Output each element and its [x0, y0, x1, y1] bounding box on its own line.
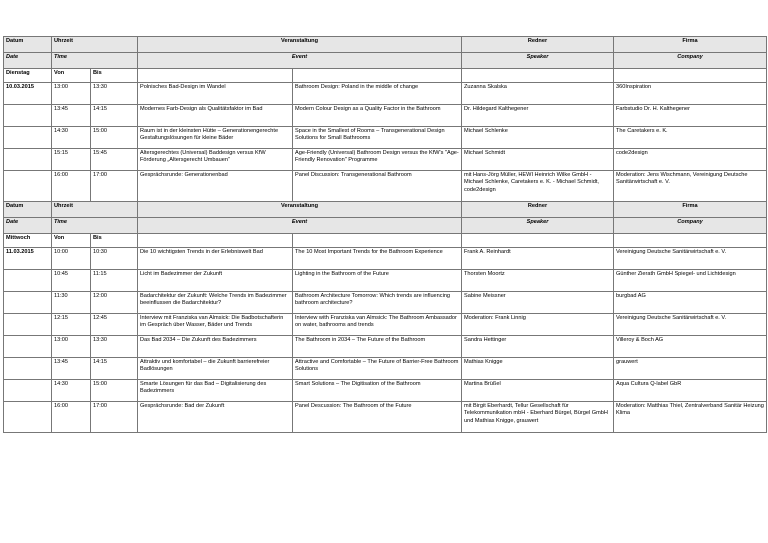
event-row [4, 105, 767, 127]
day-row [4, 69, 767, 83]
event-end-time: 11:15 [91, 270, 138, 292]
empty-cell [462, 234, 614, 248]
event-end-time: 15:00 [91, 127, 138, 149]
header-row-en [4, 218, 767, 234]
event-company: burgbad AG [614, 292, 767, 314]
event-title-de: Das Bad 2034 – Die Zukunft des Badezimmers [138, 336, 293, 358]
event-end-time: 14:15 [91, 105, 138, 127]
header-row-de [4, 202, 767, 218]
from-label: Von [52, 69, 91, 83]
event-speaker: Thorsten Moortz [462, 270, 614, 292]
empty-cell [293, 69, 462, 83]
event-end-time: 17:00 [91, 402, 138, 433]
event-company: Villeroy & Boch AG [614, 336, 767, 358]
event-date-empty [4, 270, 52, 292]
event-start-time: 10:00 [52, 248, 91, 270]
event-date-empty [4, 380, 52, 402]
header-date-en: Date [4, 53, 52, 69]
header-speaker-de: Redner [462, 37, 614, 53]
header-company-de: Firma [614, 202, 767, 218]
event-date-empty [4, 402, 52, 433]
event-start-time: 14:30 [52, 380, 91, 402]
day-row [4, 234, 767, 248]
header-company-en: Company [614, 53, 767, 69]
event-row [4, 336, 767, 358]
event-title-en: Space in the Smallest of Rooms – Transgenerational Design Solutions for Small Bathrooms [293, 127, 462, 149]
event-speaker: Mathias Knigge [462, 358, 614, 380]
event-date-empty [4, 314, 52, 336]
header-event-en: Event [138, 218, 462, 234]
event-company: Moderation: Matthias Thiel, Zentralverband Sanitär Heizung Klima [614, 402, 767, 433]
event-row [4, 248, 767, 270]
event-date-empty [4, 171, 52, 202]
event-company: Farbstudio Dr. H. Kalthegener [614, 105, 767, 127]
event-speaker: Frank A. Reinhardt [462, 248, 614, 270]
header-company-de: Firma [614, 37, 767, 53]
empty-cell [614, 234, 767, 248]
empty-cell [138, 234, 293, 248]
header-date-en: Date [4, 218, 52, 234]
schedule-table [3, 36, 767, 433]
event-company: Aqua Cultura Q-label GbR [614, 380, 767, 402]
event-date: 10.03.2015 [4, 83, 52, 105]
event-speaker: Moderation: Frank Linnig [462, 314, 614, 336]
event-speaker: Sabine Meissner [462, 292, 614, 314]
event-speaker: Sandra Hettinger [462, 336, 614, 358]
header-speaker-en: Speaker [462, 218, 614, 234]
event-start-time: 13:00 [52, 83, 91, 105]
event-company: The Caretakers e. K. [614, 127, 767, 149]
event-date-empty [4, 105, 52, 127]
header-date-de: Datum [4, 202, 52, 218]
header-row-en [4, 53, 767, 69]
event-row [4, 127, 767, 149]
event-speaker: mit Hans-Jörg Müller, HEWI Heinrich Wilke GmbH - Michael Schlenke, Caretakers e. K. - Michael Schmidt, code2design [462, 171, 614, 202]
event-end-time: 13:30 [91, 83, 138, 105]
header-company-en: Company [614, 218, 767, 234]
event-end-time: 12:00 [91, 292, 138, 314]
schedule-body [4, 37, 767, 433]
weekday-label: Dienstag [4, 69, 52, 83]
event-title-de: Altersgerechtes (Universal) Baddesign versus KfW Förderung „Altersgerecht Umbauen“ [138, 149, 293, 171]
event-title-en: Bathroom Design: Poland in the middle of change [293, 83, 462, 105]
event-company: grauwert [614, 358, 767, 380]
event-date: 11.03.2015 [4, 248, 52, 270]
event-end-time: 12:45 [91, 314, 138, 336]
event-start-time: 13:45 [52, 105, 91, 127]
event-title-de: Modernes Farb-Design als Qualitätsfaktor im Bad [138, 105, 293, 127]
event-row [4, 314, 767, 336]
event-company: code2design [614, 149, 767, 171]
header-speaker-en: Speaker [462, 53, 614, 69]
header-row-de [4, 37, 767, 53]
event-end-time: 14:15 [91, 358, 138, 380]
event-date-empty [4, 292, 52, 314]
event-speaker: Michael Schmidt [462, 149, 614, 171]
event-end-time: 15:45 [91, 149, 138, 171]
event-date-empty [4, 336, 52, 358]
event-row [4, 83, 767, 105]
event-title-de: Interview mit Franziska van Almsick: Die Badbotschafterin im Gespräch über Wasser, Bäder und Trends [138, 314, 293, 336]
event-end-time: 17:00 [91, 171, 138, 202]
weekday-label: Mittwoch [4, 234, 52, 248]
event-title-de: Attraktiv und komfortabel – die Zukunft barrierefreier Badlösungen [138, 358, 293, 380]
event-title-en: Bathroom Architecture Tomorrow: Which trends are influencing bathroom architecture? [293, 292, 462, 314]
header-event-en: Event [138, 53, 462, 69]
event-company: 360Inspiration [614, 83, 767, 105]
event-title-en: Age-Friendly (Universal) Bathroom Design versus the KfW's "Age-Friendly Renovation" Programme [293, 149, 462, 171]
event-title-en: Interview with Franziska van Almsick: The Bathroom Ambassador on water, bathrooms and trends [293, 314, 462, 336]
to-label: Bis [91, 234, 138, 248]
event-end-time: 10:30 [91, 248, 138, 270]
event-speaker: Martina Brüßel [462, 380, 614, 402]
event-title-en: Attractive and Comfortable – The Future of Barrier-Free Bathroom Solutions [293, 358, 462, 380]
header-date-de: Datum [4, 37, 52, 53]
event-row [4, 292, 767, 314]
event-title-de: Smarte Lösungen für das Bad – Digitalisierung des Badezimmers [138, 380, 293, 402]
event-start-time: 15:15 [52, 149, 91, 171]
event-speaker: Dr. Hildegard Kalthegener [462, 105, 614, 127]
event-title-de: Gesprächsrunde: Generationenbad [138, 171, 293, 202]
event-row [4, 171, 767, 202]
event-title-de: Licht im Badezimmer der Zukunft [138, 270, 293, 292]
header-event-de: Veranstaltung [138, 37, 462, 53]
event-title-de: Badarchitektur der Zukunft: Welche Trends im Badezimmer beeinflussen die Badarchitektur? [138, 292, 293, 314]
event-start-time: 13:00 [52, 336, 91, 358]
empty-cell [138, 69, 293, 83]
empty-cell [293, 234, 462, 248]
event-start-time: 14:30 [52, 127, 91, 149]
to-label: Bis [91, 69, 138, 83]
header-time-en: Time [52, 218, 138, 234]
event-start-time: 12:15 [52, 314, 91, 336]
event-title-en: The Bathroom in 2034 – The Future of the Bathroom [293, 336, 462, 358]
event-row [4, 358, 767, 380]
event-company: Moderation: Jens Wischmann, Vereinigung Deutsche Sanitärwirtschaft e. V. [614, 171, 767, 202]
header-time-en: Time [52, 53, 138, 69]
header-speaker-de: Redner [462, 202, 614, 218]
event-speaker: Zuzanna Skalska [462, 83, 614, 105]
event-start-time: 11:30 [52, 292, 91, 314]
event-title-de: Gesprächsrunde: Bad der Zukunft [138, 402, 293, 433]
event-speaker: mit Birgit Eberhardt, Tellur Gesellschaft für Telekommunikation mbH - Eberhard Bürgel, Bürgel GmbH und Mathias Knigge, grauwert [462, 402, 614, 433]
event-title-de: Polnisches Bad-Design im Wandel [138, 83, 293, 105]
event-title-en: Panel Descussion: The Bathroom of the Future [293, 402, 462, 433]
event-title-en: Lighting in the Bathroom of the Future [293, 270, 462, 292]
event-title-en: The 10 Most Important Trends for the Bathroom Experience [293, 248, 462, 270]
event-title-en: Smart Solutions – The Digitisation of the Bathroom [293, 380, 462, 402]
event-end-time: 15:00 [91, 380, 138, 402]
event-date-empty [4, 358, 52, 380]
event-row [4, 402, 767, 433]
event-start-time: 13:45 [52, 358, 91, 380]
event-row [4, 380, 767, 402]
event-date-empty [4, 127, 52, 149]
event-title-de: Raum ist in der kleinsten Hütte – Generationengerechte Gestaltungslösungen für kleine Bäder [138, 127, 293, 149]
event-speaker: Michael Schlenke [462, 127, 614, 149]
event-start-time: 16:00 [52, 402, 91, 433]
header-time-de: Uhrzeit [52, 202, 138, 218]
event-company: Vereinigung Deutsche Sanitärwirtschaft e. V. [614, 314, 767, 336]
event-row [4, 270, 767, 292]
event-start-time: 16:00 [52, 171, 91, 202]
event-title-de: Die 10 wichtigsten Trends in der Erlebniswelt Bad [138, 248, 293, 270]
header-event-de: Veranstaltung [138, 202, 462, 218]
empty-cell [462, 69, 614, 83]
event-date-empty [4, 149, 52, 171]
event-title-en: Modern Colour Design as a Quality Factor in the Bathroom [293, 105, 462, 127]
event-row [4, 149, 767, 171]
event-title-en: Panel Discussion: Transgenerational Bathroom [293, 171, 462, 202]
event-end-time: 13:30 [91, 336, 138, 358]
event-company: Günther Zierath GmbH Spiegel- und Lichtdesign [614, 270, 767, 292]
header-time-de: Uhrzeit [52, 37, 138, 53]
from-label: Von [52, 234, 91, 248]
event-start-time: 10:45 [52, 270, 91, 292]
event-company: Vereinigung Deutsche Sanitärwirtschaft e. V. [614, 248, 767, 270]
empty-cell [614, 69, 767, 83]
